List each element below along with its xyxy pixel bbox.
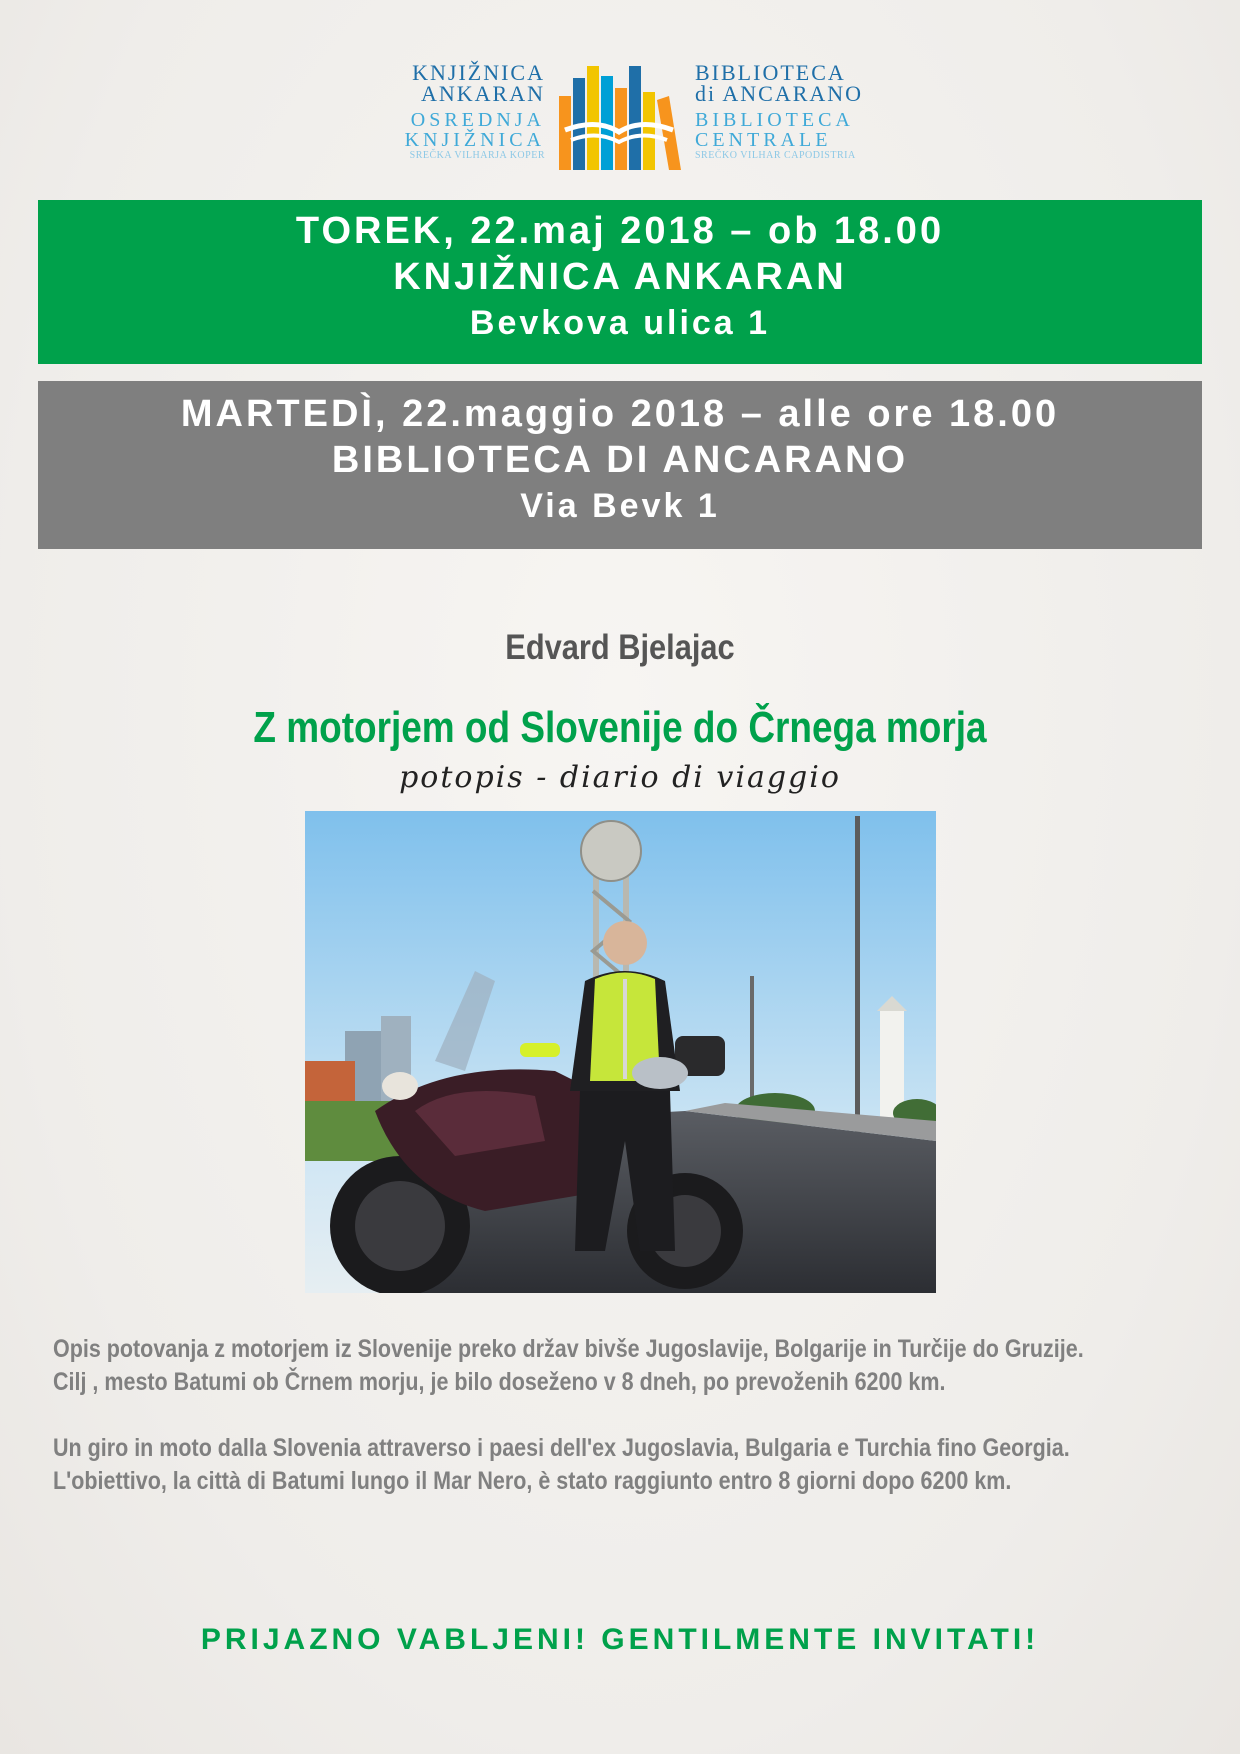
slovenian-event-banner bbox=[38, 200, 1202, 364]
logo-right-line5: SREČKO VILHAR CAPODISTRIA bbox=[695, 150, 856, 161]
description-italian bbox=[53, 1432, 1070, 1498]
description-slovenian bbox=[53, 1333, 1084, 1399]
author-name: Edvard Bjelajac bbox=[505, 628, 735, 667]
logo-left-line2: ANKARAN bbox=[421, 81, 545, 106]
library-logo bbox=[385, 60, 864, 180]
description-slovenian-line2: Cilj , mesto Batumi ob Črnem morju, je bilo doseženo v 8 dneh, po prevoženih 6200 km. bbox=[53, 1368, 946, 1396]
slovenian-date-time: TOREK, 22.maj 2018 – ob 18.00 bbox=[295, 210, 945, 252]
logo-text-slovenian bbox=[385, 62, 545, 162]
description-italian-line1: Un giro in moto dalla Slovenia attraverso i paesi dell'ex Jugoslavia, Bulgaria e Turchia fino Georgia. bbox=[53, 1434, 1070, 1462]
logo-right-line3: BIBLIOTECA bbox=[695, 109, 854, 131]
logo-left-line5: SREČKA VILHARJA KOPER bbox=[409, 150, 545, 161]
logo-text-italian bbox=[695, 62, 865, 162]
italian-venue: BIBLIOTECA DI ANCARANO bbox=[331, 439, 909, 481]
slovenian-venue: KNJIŽNICA ANKARAN bbox=[393, 256, 847, 298]
logo-left-line1: KNJIŽNICA bbox=[412, 60, 545, 85]
description-slovenian-line1: Opis potovanja z motorjem iz Slovenije preko držav bivše Jugoslavije, Bolgarije in Turčije do Gruzije. bbox=[53, 1335, 1084, 1363]
motorcyclist-photo bbox=[305, 811, 936, 1293]
books-emblem-icon bbox=[557, 66, 682, 178]
logo-right-line4: CENTRALE bbox=[695, 129, 832, 151]
italian-address: Via Bevk 1 bbox=[520, 487, 720, 525]
logo-left-line4: KNJIŽNICA bbox=[404, 129, 545, 151]
logo-right-line2: di ANCARANO bbox=[695, 81, 864, 106]
italian-event-banner bbox=[38, 381, 1202, 549]
logo-right-line1: BIBLIOTECA bbox=[695, 60, 846, 85]
logo-left-line3: OSREDNJA bbox=[410, 109, 545, 131]
event-title: Z motorjem od Slovenije do Črnega morja bbox=[253, 703, 987, 752]
slovenian-address: Bevkova ulica 1 bbox=[469, 304, 771, 342]
description-italian-line2: L'obiettivo, la città di Batumi lungo il Mar Nero, è stato raggiunto entro 8 giorni dopo 6200 km. bbox=[53, 1467, 1012, 1495]
invitation-footer: PRIJAZNO VABLJENI! GENTILMENTE INVITATI! bbox=[200, 1623, 1040, 1656]
italian-date-time: MARTEDÌ, 22.maggio 2018 – alle ore 18.00 bbox=[180, 393, 1060, 435]
event-subtitle: potopis - diario di viaggio bbox=[399, 760, 841, 795]
